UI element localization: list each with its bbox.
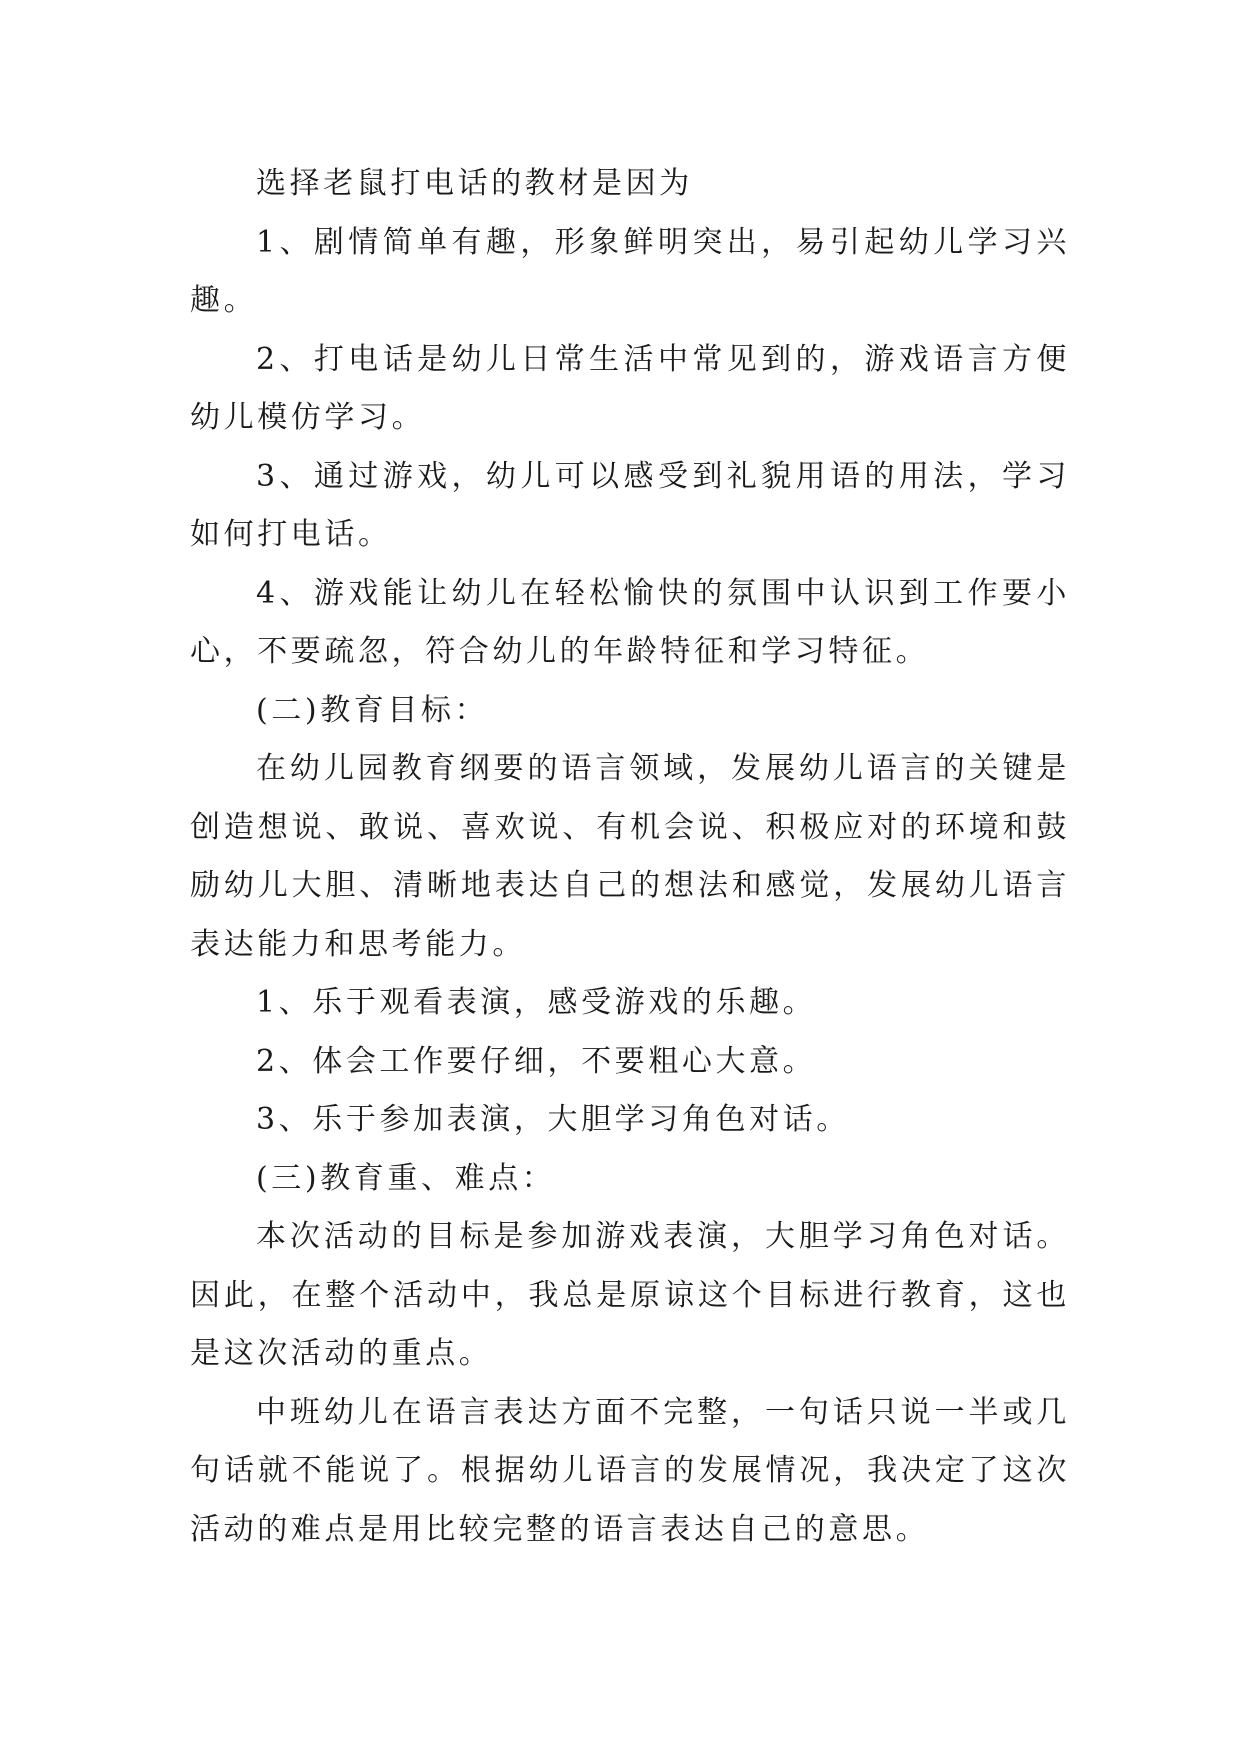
- paragraph-goal-1: 1、乐于观看表演，感受游戏的乐趣。: [256, 985, 817, 1020]
- section-heading-goals: (二)教育目标：: [256, 692, 489, 728]
- paragraph-reason-3: 3、通过游戏，幼儿可以感受到礼貌用语的用法，学习如何打电话。: [190, 458, 1070, 552]
- paragraph-key-point: 本次活动的目标是参加游戏表演，大胆学习角色对话。因此，在整个活动中，我总是原谅这个目标进行教育，这也是这次活动的重点。: [190, 1219, 1070, 1371]
- paragraph-intro: 选择老鼠打电话的教材是因为: [256, 166, 693, 201]
- document-body: [190, 155, 1070, 1559]
- paragraph-reason-2: 2、打电话是幼儿日常生活中常见到的，游戏语言方便幼儿模仿学习。: [190, 341, 1070, 435]
- paragraph-goals-intro: 在幼儿园教育纲要的语言领域，发展幼儿语言的关键是创造想说、敢说、喜欢说、有机会说、积极应对的环境和鼓励幼儿大胆、清晰地表达自己的想法和感觉，发展幼儿语言表达能力和思考能力。: [190, 751, 1070, 962]
- paragraph-difficulty: 中班幼儿在语言表达方面不完整，一句话只说一半或几句话就不能说了。根据幼儿语言的发展情况，我决定了这次活动的难点是用比较完整的语言表达自己的意思。: [190, 1394, 1070, 1547]
- section-heading-key-points: (三)教育重、难点：: [256, 1160, 556, 1196]
- paragraph-reason-1: 1、剧情简单有趣，形象鲜明突出，易引起幼儿学习兴趣。: [190, 224, 1070, 318]
- paragraph-goal-3: 3、乐于参加表演，大胆学习角色对话。: [256, 1102, 850, 1137]
- paragraph-goal-2: 2、体会工作要仔细，不要粗心大意。: [256, 1043, 817, 1079]
- paragraph-reason-4: 4、游戏能让幼儿在轻松愉快的氛围中认识到工作要小心，不要疏忽，符合幼儿的年龄特征和学习特征。: [190, 575, 1070, 669]
